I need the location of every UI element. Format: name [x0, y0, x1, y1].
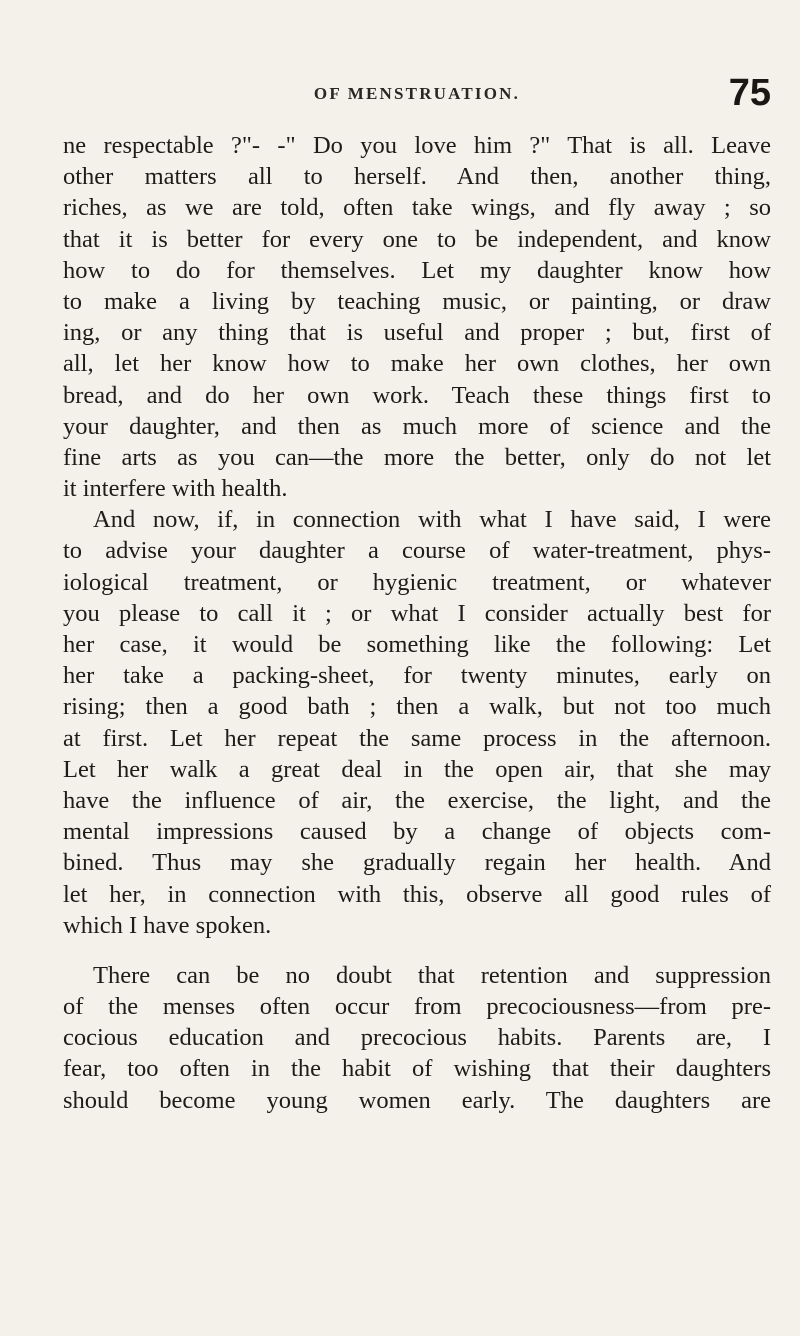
text-line: your daughter, and then as much more of science and the — [63, 412, 771, 440]
text-line: that it is better for every one to be independent, and know — [63, 225, 771, 253]
paragraph-2 — [63, 504, 771, 941]
text-line: fear, too often in the habit of wishing that their daughters — [63, 1055, 771, 1083]
text-line: of the menses often occur from precociousness—from pre- — [63, 993, 771, 1021]
text-line: And now, if, in connection with what I have said, I were — [93, 506, 771, 534]
text-line: mental impressions caused by a change of objects com- — [63, 818, 771, 846]
text-line: other matters all to herself. And then, another thing, — [63, 163, 771, 191]
paragraph-3 — [63, 960, 771, 1116]
text-line: riches, as we are told, often take wings, and fly away ; so — [63, 194, 771, 222]
text-line: at first. Let her repeat the same process in the afternoon. — [63, 724, 771, 752]
page-number: 75 — [728, 72, 771, 114]
text-line: ne respectable ?"- -" Do you love him ?" That is all. Leave — [63, 132, 771, 159]
text-line: let her, in connection with this, observe all good rules of — [63, 880, 771, 908]
text-line: have the influence of air, the exercise, the light, and the — [63, 786, 771, 814]
text-line: ing, or any thing that is useful and proper ; but, first of — [63, 319, 771, 347]
text-line: iological treatment, or hygienic treatment, or whatever — [63, 568, 771, 596]
text-line: bread, and do her own work. Teach these things first to — [63, 381, 771, 409]
text-line: fine arts as you can—the more the better, only do not let — [63, 443, 771, 471]
text-line: rising; then a good bath ; then a walk, but not too much — [63, 693, 771, 721]
text-line: her take a packing-sheet, for twenty minutes, early on — [63, 662, 771, 690]
text-line: all, let her know how to make her own clothes, her own — [63, 350, 771, 378]
body-text — [63, 130, 771, 1116]
running-head — [63, 70, 771, 120]
text-line: it interfere with health. — [63, 475, 288, 503]
text-line: her case, it would be something like the following: Let — [63, 631, 771, 658]
running-title: OF MENSTRUATION. — [313, 84, 521, 103]
text-line: to advise your daughter a course of water-treatment, phys- — [63, 537, 771, 565]
text-line: to make a living by teaching music, or painting, or draw — [63, 287, 771, 315]
text-line: how to do for themselves. Let my daughter know how — [63, 256, 771, 284]
text-line: cocious education and precocious habits. Parents are, I — [63, 1024, 771, 1052]
paragraph-1 — [63, 130, 771, 504]
text-line: Let her walk a great deal in the open air, that she may — [63, 755, 771, 783]
text-line: you please to call it ; or what I consider actually best for — [63, 599, 771, 627]
paragraph-gap — [63, 941, 771, 960]
text-line: which I have spoken. — [63, 911, 272, 939]
text-line: There can be no doubt that retention and suppression — [93, 961, 771, 989]
text-line: should become young women early. The daughters are — [63, 1086, 771, 1114]
text-line: bined. Thus may she gradually regain her health. And — [63, 849, 771, 877]
